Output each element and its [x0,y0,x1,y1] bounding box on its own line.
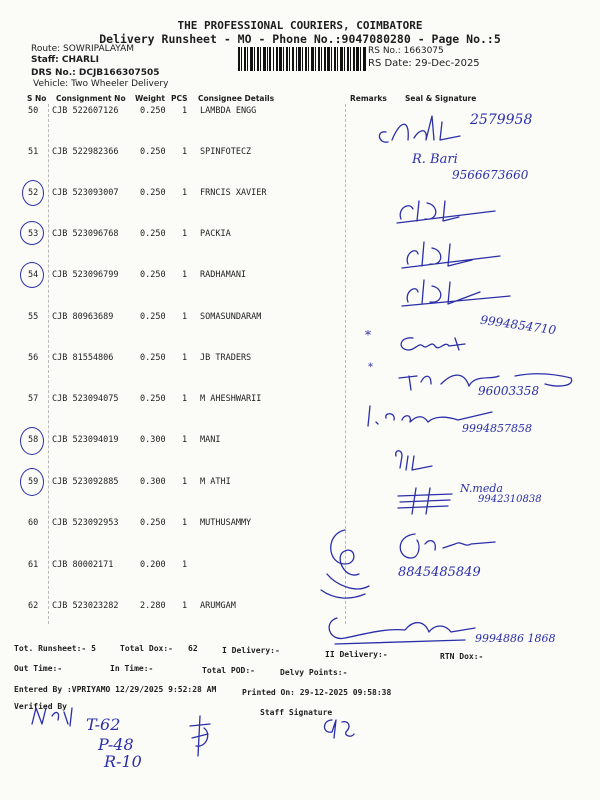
cell-consignment: CJB 523094019 [52,435,119,445]
cell-sno: 50 [28,106,39,116]
cell-weight: 0.250 [140,229,166,239]
cell-sno: 61 [28,560,39,570]
cell-pcs: 1 [182,560,188,570]
verified-by: Verified By [14,702,67,711]
col-pcs: PCS [171,94,188,103]
verifier-initials [28,700,88,730]
cell-weight: 2.280 [140,601,166,611]
staff-initials [318,712,358,742]
handwritten-number: 8845485849 [398,565,481,580]
signature-mark [395,328,505,358]
company-name: THE PROFESSIONAL COURIERS, COIMBATORE [177,19,423,32]
table-row [0,147,600,159]
total-pod: Total POD:- [202,666,255,675]
handwritten-number: 9566673660 [452,168,529,182]
rs-date: RS Date: 29-Dec-2025 [368,58,480,69]
signature-mark [395,195,505,230]
cell-pcs: 1 [182,106,188,116]
in-time: In Time:- [110,664,154,673]
cell-weight: 0.300 [140,477,166,487]
ink-circle [20,221,44,245]
handwritten-number: 2579958 [470,112,533,128]
table-row [0,477,600,489]
handwritten-mark: * [365,328,371,342]
rs-number: RS No.: 1663075 [368,46,444,56]
handwritten-number: 9994854710 [479,312,557,338]
cell-consignment: CJB 522607126 [52,106,119,116]
ink-circle [22,180,44,206]
cell-consignee: MANI [200,435,221,445]
cell-sno: 54 [28,270,39,280]
col-consignee: Consignee Details [198,94,275,103]
cell-sno: 55 [28,312,39,322]
staff-label: Staff: CHARLI [31,55,99,65]
col-weight: Weight [135,94,165,103]
cell-weight: 0.250 [140,106,166,116]
cell-consignee: MUTHUSAMMY [200,518,252,528]
table-row [0,188,600,200]
cell-consignment: CJB 80002171 [52,560,114,570]
signature-mark [400,276,520,311]
table-row [0,229,600,241]
handwritten-name: N.meda [460,482,503,495]
table-row [0,518,600,530]
cell-weight: 0.200 [140,560,166,570]
handwritten-number: 9994857858 [462,422,532,435]
table-row [0,601,600,613]
cell-sno: 59 [28,477,39,487]
col-remarks: Remarks [350,94,387,103]
signature-mark [396,486,456,516]
cell-sno: 57 [28,394,39,404]
signature-mark [325,608,485,648]
cell-consignee: LAMBDA ENGG [200,106,257,116]
cell-weight: 0.250 [140,270,166,280]
cell-pcs: 1 [182,188,188,198]
route-label: Route: SOWRIPALAYAM [31,44,135,54]
cell-pcs: 1 [182,477,188,487]
tot-runsheet: Tot. Runsheet:- 5 [14,644,96,653]
cell-pcs: 1 [182,394,188,404]
cell-pcs: 1 [182,270,188,280]
cell-pcs: 1 [182,312,188,322]
cell-weight: 0.250 [140,188,166,198]
cell-consignment: CJB 523093007 [52,188,119,198]
cell-consignee: JB TRADERS [200,353,252,363]
cell-sno: 53 [28,229,39,239]
cell-weight: 0.250 [140,394,166,404]
entered-by: Entered By :VPRIYAMO 12/29/2025 9:52:28 AM [14,685,217,694]
signature-mark [400,238,510,273]
cell-pcs: 1 [182,435,188,445]
staff-signature-label: Staff Signature [260,708,333,717]
cell-weight: 0.250 [140,353,166,363]
handwritten-mark: * [368,362,373,373]
cell-weight: 0.300 [140,435,166,445]
total-dox-value: 62 [188,644,198,653]
cell-sno: 52 [28,188,39,198]
ink-circle [20,468,44,496]
cell-consignee: ARUMGAM [200,601,236,611]
ink-circle [20,262,44,288]
cell-pcs: 1 [182,229,188,239]
cell-sno: 58 [28,435,39,445]
cell-consignment: CJB 523092885 [52,477,119,487]
cell-sno: 51 [28,147,39,157]
cell-sno: 56 [28,353,39,363]
col-sno: S No [27,94,47,103]
cell-pcs: 1 [182,353,188,363]
rtn-dox: RTN Dox:- [440,652,484,661]
ink-circle [20,427,44,455]
i-delivery: I Delivery:- [222,646,280,655]
cell-sno: 60 [28,518,39,528]
tally-pod: P-48 [98,735,134,754]
cell-consignee: PACKIA [200,229,231,239]
cell-consignment: CJB 523092953 [52,518,119,528]
signature-mark [395,528,505,563]
printed-on: Printed On: 29-12-2025 09:58:38 [242,688,392,697]
handwritten-number: 9942310838 [478,494,542,505]
cell-sno: 62 [28,601,39,611]
delvy-points: Delvy Points:- [280,668,348,677]
table-row [0,560,600,572]
signature-mark [370,110,480,150]
out-time: Out Time:- [14,664,63,673]
handwritten-number: 96003358 [478,384,540,398]
col-consignment: Consignment No [56,94,126,103]
cell-consignment: CJB 523023282 [52,601,119,611]
cell-weight: 0.250 [140,518,166,528]
cell-weight: 0.250 [140,147,166,157]
col-seal-signature: Seal & Signature [405,94,477,103]
signature-mark [315,524,375,604]
tally-total: T-62 [86,715,121,734]
signature-mark [392,446,482,476]
cell-consignment: CJB 523096799 [52,270,119,280]
drs-number: DRS No.: DCJB166307505 [31,68,160,78]
tally-return: R-10 [104,752,142,771]
cell-consignment: CJB 522982366 [52,147,119,157]
cell-consignment: CJB 81554806 [52,353,114,363]
table-row [0,435,600,447]
cell-weight: 0.250 [140,312,166,322]
barcode [238,47,366,71]
cell-consignee: FRNCIS XAVIER [200,188,267,198]
cell-pcs: 1 [182,518,188,528]
handwritten-name: R. Bari [412,152,458,167]
cell-consignee: M AHESHWARII [200,394,262,404]
cell-consignment: CJB 523096768 [52,229,119,239]
vehicle-label: Vehicle: Two Wheeler Delivery [33,79,169,89]
cell-consignee: M ATHI [200,477,231,487]
handwritten-number: 9994886 1868 [475,632,556,645]
cell-pcs: 1 [182,601,188,611]
cell-consignee: SOMASUNDARAM [200,312,262,322]
signature-mark [186,712,216,762]
cell-consignment: CJB 80963689 [52,312,114,322]
cell-consignee: RADHAMANI [200,270,247,280]
ii-delivery: II Delivery:- [325,650,388,659]
total-dox-label: Total Dox:- [120,644,173,653]
cell-consignee: SPINFOTECZ [200,147,252,157]
cell-consignment: CJB 523094075 [52,394,119,404]
runsheet-title: Delivery Runsheet - MO - Phone No.:9047080280 - Page No.:5 [99,32,501,46]
cell-pcs: 1 [182,147,188,157]
